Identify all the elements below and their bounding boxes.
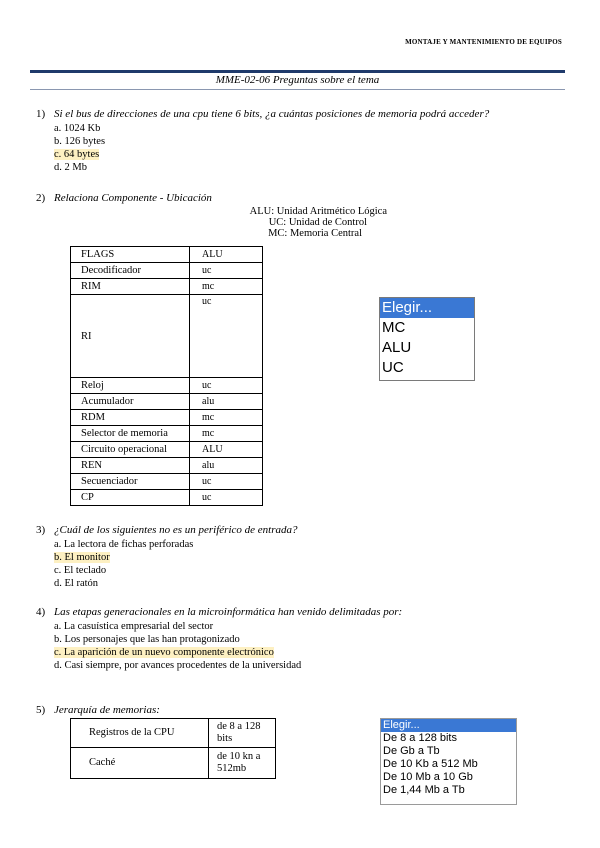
question-1 (36, 108, 566, 120)
memory-hierarchy-table (70, 718, 276, 779)
table-row: Circuito operacional ALU (71, 442, 263, 458)
option-c[interactable]: c. El teclado (54, 565, 107, 576)
question-text: Las etapas generacionales en la microinformática han venido delimitadas por: (54, 606, 403, 618)
dropdown-option[interactable]: MC (382, 319, 406, 336)
dropdown-option[interactable]: Elegir... (381, 719, 516, 732)
question-number: 2) (36, 192, 46, 204)
location-dropdown[interactable] (379, 297, 475, 381)
legend-mc: MC: Memoria Central (268, 228, 362, 239)
option-b[interactable] (54, 551, 193, 564)
header-course-title: MONTAJE Y MANTENIMIENTO DE EQUIPOS (405, 38, 562, 46)
option-a[interactable]: a. La casuística empresarial del sector (54, 621, 214, 632)
dropdown-option[interactable]: De 1,44 Mb a Tb (383, 784, 465, 796)
question-3-options (54, 538, 193, 590)
question-text: ¿Cuál de los siguientes no es un periférico de entrada? (54, 524, 298, 536)
option-b[interactable]: b. 126 bytes (54, 136, 106, 147)
legend-alu: ALU: Unidad Aritmético Lógica (249, 206, 387, 217)
table-row: Reloj uc (71, 378, 263, 394)
table-row: Decodificador uc (71, 263, 263, 279)
dropdown-option[interactable]: De 8 a 128 bits (383, 732, 457, 744)
question-4-options (54, 620, 301, 672)
question-text: Jerarquía de memorias: (54, 704, 160, 716)
table-row: Secuenciador uc (71, 474, 263, 490)
memory-range-dropdown[interactable] (380, 718, 517, 805)
dropdown-option[interactable]: De 10 Mb a 10 Gb (383, 771, 473, 783)
table-row: RIM mc (71, 279, 263, 295)
question-3 (36, 524, 566, 536)
option-c[interactable] (54, 148, 105, 161)
question-4 (36, 606, 566, 618)
document-title: MME-02-06 Preguntas sobre el tema (30, 70, 565, 90)
table-row: Registros de la CPU de 8 a 128 bits (71, 719, 276, 748)
selected-answer: c. La aparición de un nuevo componente electrónico (54, 647, 274, 658)
question-number: 1) (36, 108, 46, 120)
question-text: Si el bus de direcciones de una cpu tiene 6 bits, ¿a cuántas posiciones de memoria podrá acceder? (54, 108, 490, 120)
table-row: Caché de 10 kn a 512mb (71, 748, 276, 779)
option-b[interactable]: b. Los personajes que las han protagonizado (54, 634, 240, 645)
option-d[interactable]: d. 2 Mb (54, 162, 87, 173)
dropdown-option[interactable]: UC (382, 359, 404, 376)
option-a[interactable]: a. La lectora de fichas perforadas (54, 539, 194, 550)
component-location-table (70, 246, 263, 506)
dropdown-option[interactable]: De 10 Kb a 512 Mb (383, 758, 478, 770)
table-row: CP uc (71, 490, 263, 506)
dropdown-option[interactable]: ALU (382, 339, 412, 356)
table-row: REN alu (71, 458, 263, 474)
option-d[interactable]: d. El ratón (54, 578, 99, 589)
table-row: Selector de memoria mc (71, 426, 263, 442)
question-2 (36, 192, 566, 204)
question-number: 3) (36, 524, 46, 536)
dropdown-option[interactable]: De Gb a Tb (383, 745, 440, 757)
table-row: RDM mc (71, 410, 263, 426)
option-a[interactable]: a. 1024 Kb (54, 123, 101, 134)
question-number: 5) (36, 704, 46, 716)
legend (200, 206, 430, 239)
question-number: 4) (36, 606, 46, 618)
question-5 (36, 704, 566, 716)
dropdown-option[interactable]: Elegir... (380, 298, 474, 318)
question-1-options (54, 122, 105, 174)
legend-uc: UC: Unidad de Control (268, 217, 367, 228)
selected-answer: b. El monitor (54, 552, 110, 563)
question-text: Relaciona Componente - Ubicación (54, 192, 212, 204)
selected-answer: c. 64 bytes (54, 149, 100, 160)
option-d[interactable]: d. Casi siempre, por avances procedentes de la universidad (54, 660, 302, 671)
table-row: FLAGS ALU (71, 247, 263, 263)
table-row: RI uc (71, 295, 263, 378)
table-row: Acumulador alu (71, 394, 263, 410)
option-c[interactable] (54, 646, 301, 659)
